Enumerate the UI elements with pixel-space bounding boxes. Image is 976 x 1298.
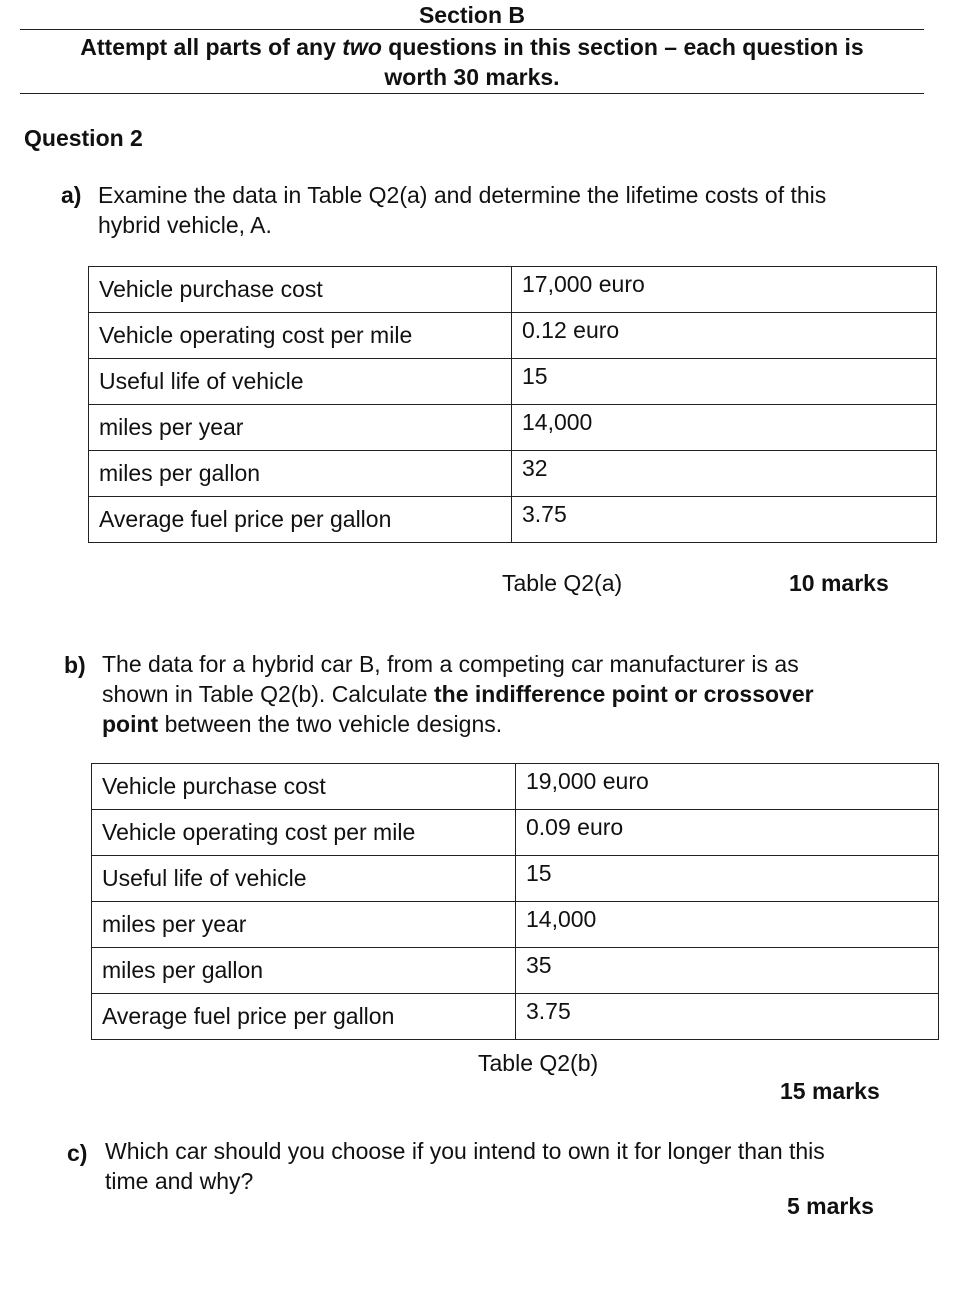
table-q2b-label-cell: Vehicle operating cost per mile xyxy=(92,810,516,856)
section-instructions xyxy=(20,32,924,92)
table-q2a-caption: Table Q2(a) xyxy=(502,570,623,596)
table-q2a-label-cell: Useful life of vehicle xyxy=(89,359,512,405)
table-q2a-label-cell: miles per year xyxy=(89,405,512,451)
part-b-text-bold-2: point xyxy=(102,711,159,737)
part-c-letter: c) xyxy=(67,1140,88,1166)
part-c-text xyxy=(105,1136,935,1196)
part-b-text-bold-1: the indifference point or crossover xyxy=(433,681,814,707)
table-q2b-label-cell: Vehicle purchase cost xyxy=(92,764,516,810)
part-b-text-line-1: The data for a hybrid car B, from a competing car manufacturer is as xyxy=(102,651,799,677)
table-q2b-row xyxy=(92,856,939,902)
part-c-text-line-2: time and why? xyxy=(105,1168,254,1194)
table-q2a-label-cell: Vehicle purchase cost xyxy=(89,267,512,313)
table-q2a-row xyxy=(89,313,937,359)
table-q2b-value-cell: 19,000 euro xyxy=(516,764,939,810)
table-q2b-value-cell: 3.75 xyxy=(516,994,939,1040)
table-q2a-value-cell: 17,000 euro xyxy=(512,267,937,313)
part-a-letter: a) xyxy=(61,182,82,208)
part-b-text-line-2: shown in Table Q2(b). Calculate xyxy=(102,681,434,707)
table-q2b-label-cell: miles per year xyxy=(92,902,516,948)
table-q2a-row xyxy=(89,359,937,405)
table-q2b-label-cell: Average fuel price per gallon xyxy=(92,994,516,1040)
part-b-letter: b) xyxy=(64,652,86,678)
table-q2b-row xyxy=(92,994,939,1040)
table-q2b-row xyxy=(92,902,939,948)
table-q2b-row xyxy=(92,764,939,810)
table-q2a-value-cell: 15 xyxy=(512,359,937,405)
header-top-rule xyxy=(20,29,924,30)
header-bottom-rule xyxy=(20,93,924,94)
instruction-line-2: worth 30 marks. xyxy=(384,64,560,90)
table-q2a-row xyxy=(89,405,937,451)
part-c-text-line-1: Which car should you choose if you intend to own it for longer than this xyxy=(105,1138,825,1164)
table-q2a-label-cell: Vehicle operating cost per mile xyxy=(89,313,512,359)
table-q2b-caption: Table Q2(b) xyxy=(478,1050,599,1076)
table-q2b-row xyxy=(92,948,939,994)
table-q2a xyxy=(88,266,937,543)
part-b-text xyxy=(102,649,932,739)
section-title: Section B xyxy=(418,2,526,28)
table-q2a-label-cell: miles per gallon xyxy=(89,451,512,497)
table-q2a-value-cell: 3.75 xyxy=(512,497,937,543)
table-q2b xyxy=(91,763,939,1040)
table-q2b-value-cell: 14,000 xyxy=(516,902,939,948)
table-q2b-label-cell: Useful life of vehicle xyxy=(92,856,516,902)
table-q2b-value-cell: 0.09 euro xyxy=(516,810,939,856)
question-title: Question 2 xyxy=(24,125,143,151)
table-q2b-row xyxy=(92,810,939,856)
part-b-marks: 15 marks xyxy=(780,1078,880,1104)
instruction-part-2: questions in this section – each question is xyxy=(381,34,864,60)
table-q2b-value-cell: 15 xyxy=(516,856,939,902)
table-q2b-label-cell: miles per gallon xyxy=(92,948,516,994)
table-q2a-value-cell: 14,000 xyxy=(512,405,937,451)
part-a-text-line-1: Examine the data in Table Q2(a) and determine the lifetime costs of this xyxy=(98,182,827,208)
part-a-text xyxy=(98,180,928,240)
table-q2a-value-cell: 32 xyxy=(512,451,937,497)
part-c-marks: 5 marks xyxy=(787,1193,874,1219)
table-q2a-row xyxy=(89,497,937,543)
table-q2a-label-cell: Average fuel price per gallon xyxy=(89,497,512,543)
instruction-part-1: Attempt all parts of any xyxy=(80,34,343,60)
part-a-text-line-2: hybrid vehicle, A. xyxy=(98,212,272,238)
part-b-text-line-3: between the two vehicle designs. xyxy=(158,711,503,737)
table-q2a-value-cell: 0.12 euro xyxy=(512,313,937,359)
table-q2b-value-cell: 35 xyxy=(516,948,939,994)
instruction-emphasis: two xyxy=(342,34,382,60)
part-a-marks: 10 marks xyxy=(789,570,889,596)
table-q2a-row xyxy=(89,267,937,313)
table-q2a-row xyxy=(89,451,937,497)
